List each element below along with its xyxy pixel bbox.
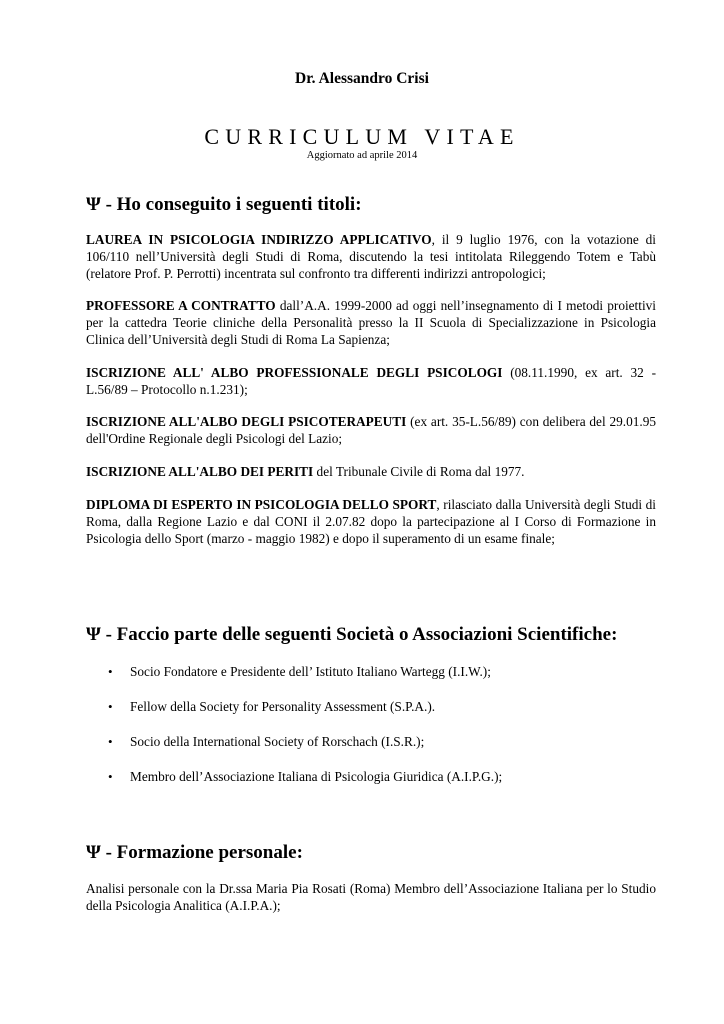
section-heading-text: - Ho conseguito i seguenti titoli: <box>105 194 362 215</box>
title-item <box>86 297 656 348</box>
list-item <box>86 698 656 715</box>
update-date: Aggiornato ad aprile 2014 <box>306 150 418 161</box>
title-item-label: ISCRIZIONE ALL' ALBO PROFESSIONALE DEGLI PSICOLOGI <box>86 365 503 380</box>
title-item <box>86 364 656 398</box>
list-item-text: Socio Fondatore e Presidente dell’ Istituto Italiano Wartegg (I.I.W.); <box>130 664 491 679</box>
title-item <box>86 496 656 547</box>
title-item-label: DIPLOMA DI ESPERTO IN PSICOLOGIA DELLO SPORT <box>86 497 437 512</box>
list-item <box>86 768 656 785</box>
title-item-text: (08.11.1990, ex art. 32 - L.56/89 – Protocollo n.1.231); <box>86 365 656 397</box>
title-item-label: ISCRIZIONE ALL'ALBO DEGLI PSICOTERAPEUTI <box>86 414 407 429</box>
title-item-text: , rilasciato dalla Università degli Studi di Roma, dalla Regione Lazio e dal CONI il 2.07.82 dopo la partecipazione al I Corso di Formazione in Psicologia dello Sport (marzo - maggio 1982) e dopo il superamento di un esame finale; <box>86 497 657 546</box>
society-list <box>86 663 656 803</box>
section-heading-societies <box>86 624 617 646</box>
document-title: CURRICULUM VITAE <box>204 124 520 149</box>
psi-symbol: Ψ <box>86 842 101 863</box>
title-item-text: dall’A.A. 1999-2000 ad oggi nell’insegnamento di I metodi proiettivi per la cattedra Teorie cliniche della Personalità presso la II Scuola di Specializzazione in Psicologia Clinica dell’Università degli Studi di Roma La Sapienza; <box>86 298 656 347</box>
list-item <box>86 663 656 680</box>
title-item-text: , il 9 luglio 1976, con la votazione di 106/110 nell’Università degli Studi di Roma, discutendo la tesi intitolata Rileggendo Totem e Tabù (relatore Prof. P. Perrotti) incentrata sul confronto tra differenti indirizzi antropologici; <box>86 232 656 281</box>
title-item-text: (ex art. 35-L.56/89) con delibera del 29.01.95 dell'Ordine Regionale degli Psicologi del Lazio; <box>86 414 656 446</box>
bullet-icon: • <box>108 699 113 714</box>
title-item-label: LAUREA IN PSICOLOGIA INDIRIZZO APPLICATIVO <box>86 232 432 247</box>
section-heading-text: - Faccio parte delle seguenti Società o Associazioni Scientifiche: <box>105 624 618 645</box>
title-item <box>86 231 656 282</box>
list-item-text: Socio della International Society of Rorschach (I.S.R.); <box>130 734 425 749</box>
psi-symbol: Ψ <box>86 624 101 645</box>
author-name: Dr. Alessandro Crisi <box>295 70 429 87</box>
list-item-text: Fellow della Society for Personality Assessment (S.P.A.). <box>130 699 436 714</box>
title-item-label: ISCRIZIONE ALL'ALBO DEI PERITI <box>86 464 314 479</box>
title-item-text: del Tribunale Civile di Roma dal 1977. <box>313 464 525 479</box>
section-heading-titles <box>86 194 362 216</box>
section-heading-training <box>86 842 303 864</box>
list-item <box>86 733 656 750</box>
title-item <box>86 463 656 480</box>
bullet-icon: • <box>108 769 113 784</box>
section-heading-text: - Formazione personale: <box>105 842 303 863</box>
psi-symbol: Ψ <box>86 194 101 215</box>
bullet-icon: • <box>108 734 113 749</box>
title-item <box>86 413 656 447</box>
bullet-icon: • <box>108 664 113 679</box>
training-text: Analisi personale con la Dr.ssa Maria Pia Rosati (Roma) Membro dell’Associazione Italiana per lo Studio della Psicologia Analitica (A.I.P.A.); <box>86 881 656 913</box>
list-item-text: Membro dell’Associazione Italiana di Psicologia Giuridica (A.I.P.G.); <box>130 769 503 784</box>
title-item-label: PROFESSORE A CONTRATTO <box>86 298 276 313</box>
